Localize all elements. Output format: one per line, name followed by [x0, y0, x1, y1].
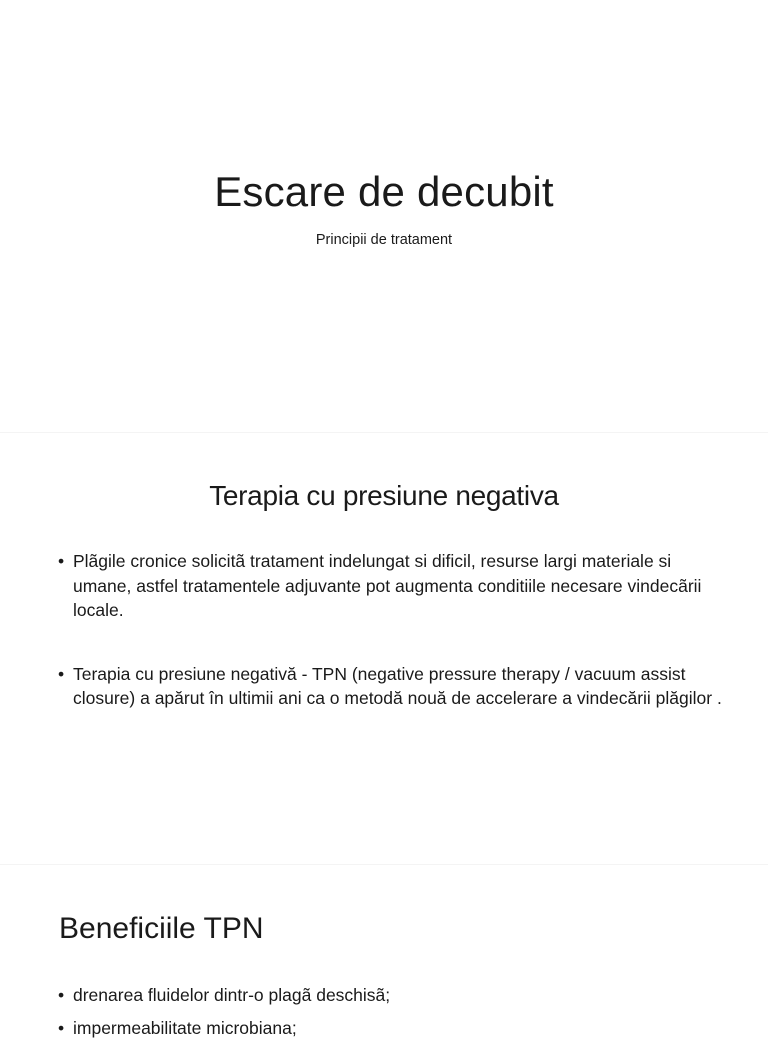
- bullet-item: • Terapia cu presiune negativă - TPN (negative pressure therapy / vacuum assist closure) a apărut în ultimii ani ca o metodă nouă de accelerare a vindecării plăgilor .: [58, 662, 728, 711]
- bullet-item: • drenarea fluidelor dintr-o plagã deschisã;: [58, 983, 728, 1008]
- title-slide: [0, 0, 768, 432]
- document-title: Escare de decubit: [0, 166, 768, 218]
- bullet-item: • impermeabilitate microbiana;: [58, 1016, 728, 1040]
- document-subtitle: Principii de tratament: [0, 231, 768, 249]
- bullet-list: [58, 983, 728, 1040]
- content-slide-tpn: [0, 432, 768, 864]
- content-slide-benefits: [0, 864, 768, 1024]
- bullet-item: • Plãgile cronice solicitã tratament indelungat si dificil, resurse largi materiale si umane, astfel tratamentele adjuvante pot augmenta conditiile necesare vindecãrii locale.: [58, 549, 728, 623]
- bullet-list: [58, 549, 728, 711]
- slide-title: Beneficiile TPN: [59, 910, 264, 948]
- slide-title: Terapia cu presiune negativa: [0, 478, 768, 514]
